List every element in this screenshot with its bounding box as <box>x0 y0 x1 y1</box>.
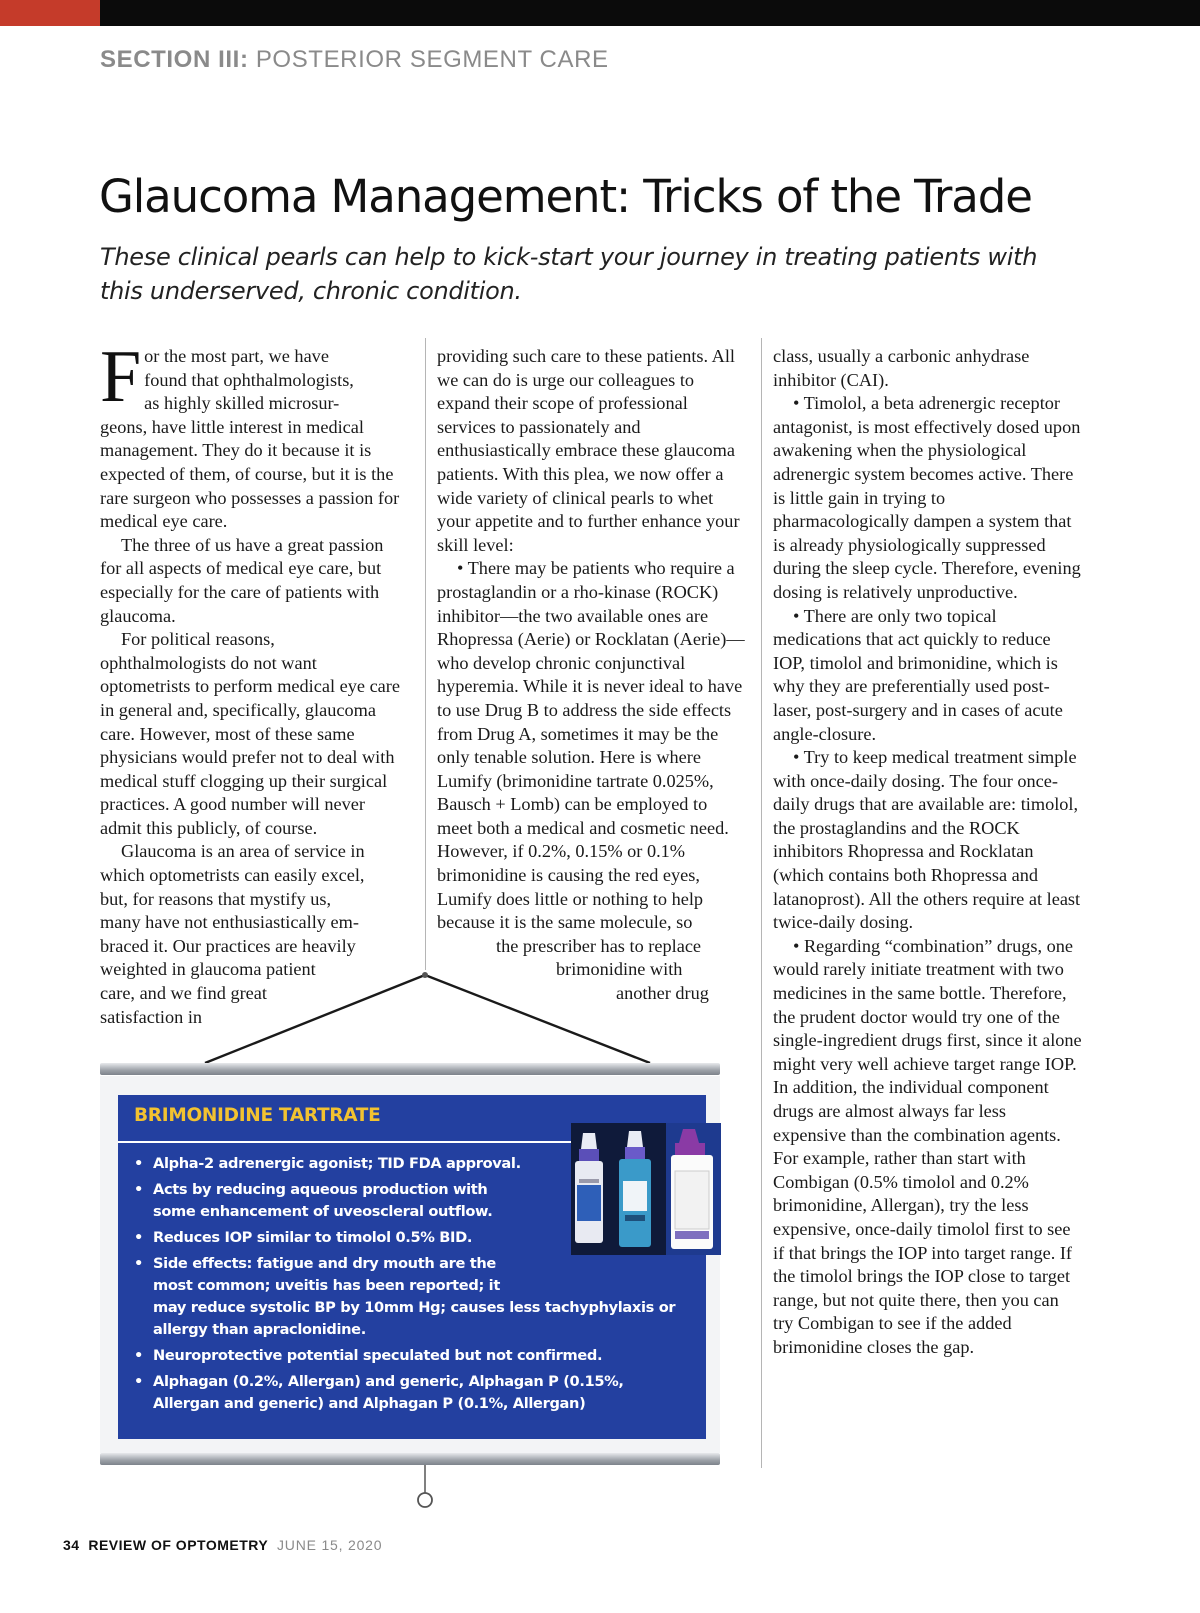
screen-top-rod <box>100 1063 720 1075</box>
lead-line: or the most part, we have <box>144 346 329 366</box>
line: the prescriber has to replace <box>496 935 702 956</box>
lead-line: as highly skilled microsur- <box>144 393 340 414</box>
slide-bullet: • Alpha-2 adrenergic agonist; TID FDA approval. <box>134 1153 699 1175</box>
bullet-paragraph: • Timolol, a beta adrenergic receptor antagonist, is most effectively dosed upon awakening when the physiological adrenergic system becomes active. There is little gain in trying to pharmacologically dampen a system that is already physiologically suppressed during the sleep cycle. Therefore, evening dosing is relatively unproductive. <box>773 393 1081 602</box>
line: braced it. Our practices are heavily <box>100 935 356 956</box>
issue-date: JUNE 15, 2020 <box>277 1537 383 1553</box>
slide-bullet: • Acts by reducing aqueous production with some enhancement of uveoscleral outflow. <box>134 1179 699 1223</box>
slide-bullet: • Side effects: fatigue and dry mouth are the most common; uveitis has been reported; it may reduce systolic BP by 10mm Hg; causes less tachyphylaxis or allergy than apraclonidine. <box>134 1253 699 1341</box>
line: satisfaction in <box>100 1006 203 1027</box>
paragraph: class, usually a carbonic anhydrase inhibitor (CAI). <box>773 346 1030 390</box>
paragraph: providing such care to these patients. All we can do is urge our colleagues to expand their scope of professional services to passionately and enthusiastically embrace these glaucoma patients. With this plea, we now offer a wide variety of clinical pearls to whet your appetite and to further enhance your skill level: <box>437 346 740 555</box>
line: weighted in glaucoma patient <box>100 959 316 980</box>
magazine-name: REVIEW OF OPTOMETRY <box>88 1537 269 1553</box>
line: care, and we find great <box>100 983 267 1004</box>
bullet-paragraph: • Regarding “combination” drugs, one would rarely initiate treatment with two medicines in the same bottle. Therefore, the prudent doctor would try one of the single-ingredient drugs first, since it alone might very well achieve target range IOP. In addition, the individual component drugs are almost always far less expensive than the combination agents. For example, rather than start with Combigan (0.5% timolol and 0.2% brimonidine, Allergan), try the less expensive, once-daily timolol first to see if that brings the IOP into target range. If the timolol brings the IOP close to target range, but not quite there, then you can try Combigan to see if the added brimonidine closes the gap. <box>773 935 1082 1357</box>
line: brimonidine with <box>556 959 683 980</box>
line: but, for reasons that mystify us, <box>100 888 332 909</box>
slide-bullet: • Reduces IOP similar to timolol 0.5% BID. <box>134 1227 699 1249</box>
eye-drop-bottles-image <box>571 1123 721 1255</box>
bullet-paragraph: • There are only two topical medications that act quickly to reduce IOP, timolol and brimonidine, which is why they are preferentially used post-laser, post-surgery and in cases of acute angle-closure. <box>773 605 1063 744</box>
bottle-icon <box>575 1133 603 1243</box>
slide-heading: BRIMONIDINE TARTRATE <box>134 1105 381 1126</box>
slide-bullet: • Alphagan (0.2%, Allergan) and generic, Alphagan P (0.15%, Allergan and generic) and Alphagan P (0.1%, Allergan) <box>134 1371 699 1415</box>
paragraph: The three of us have a great passion for all aspects of medical eye care, but especially for the care of patients with glaucoma. <box>100 534 384 626</box>
bullet-paragraph: • There may be patients who require a prostaglandin or a rho-kinase (ROCK) inhibitor—the two available ones are Rhopressa (Aerie) or Rocklatan (Aerie)—who develop chronic conjunctival hyperemia. While it is never ideal to have to use Drug B to address the side effects from Drug A, sometimes it may be the only tenable solution. Here is where Lumify (brimonidine tartrate 0.025%, Bausch + Lomb) can be employed to meet both a medical and cosmetic need. However, if 0.2%, 0.15% or 0.1% brimonidine is causing the red eyes, Lumify does little or nothing to help because it is the same molecule, so <box>437 558 745 933</box>
drop-cap: F <box>100 336 142 418</box>
line: many have not enthusiastically em- <box>100 912 359 933</box>
page-number: 34 <box>63 1537 80 1553</box>
slide-bullet: • Neuroprotective potential speculated but not confirmed. <box>134 1345 699 1367</box>
brimonidine-slide <box>118 1095 706 1439</box>
screen-bottom-rod <box>100 1453 720 1465</box>
lead-line: found that ophthalmologists, <box>144 369 354 390</box>
section-label: SECTION III: POSTERIOR SEGMENT CARE <box>100 46 609 73</box>
paragraph: For political reasons, ophthalmologists do not want optometrists to perform medical eye care in general and, specifically, glaucoma care. However, most of these same physicians would prefer not to deal with medical stuff clogging up their surgical practices. A good number will never admit this publicly, of course. <box>100 629 400 838</box>
page-folio <box>63 1537 382 1553</box>
paragraph-text: geons, have little interest in medical management. They do it because it is expected of them, of course, but it is the rare surgeon who possesses a passion for medical eye care. <box>100 416 400 532</box>
article-deck: These clinical pearls can help to kick-start your journey in treating patients with this underserved, chronic condition. <box>100 243 1038 305</box>
line: another drug <box>616 983 709 1004</box>
bullet-paragraph: • Try to keep medical treatment simple with once-daily dosing. The four once-daily drugs that are available are: timolol, the prostaglandins and the ROCK inhibitors Rhopressa and Rocklatan (which contains both Rhopressa and latanoprost). All the others require at least twice-daily dosing. <box>773 747 1081 933</box>
article-title: Glaucoma Management: Tricks of the Trade <box>99 170 1032 223</box>
line: which optometrists can easily excel, <box>100 865 365 886</box>
line: Glaucoma is an area of service in <box>121 841 365 862</box>
